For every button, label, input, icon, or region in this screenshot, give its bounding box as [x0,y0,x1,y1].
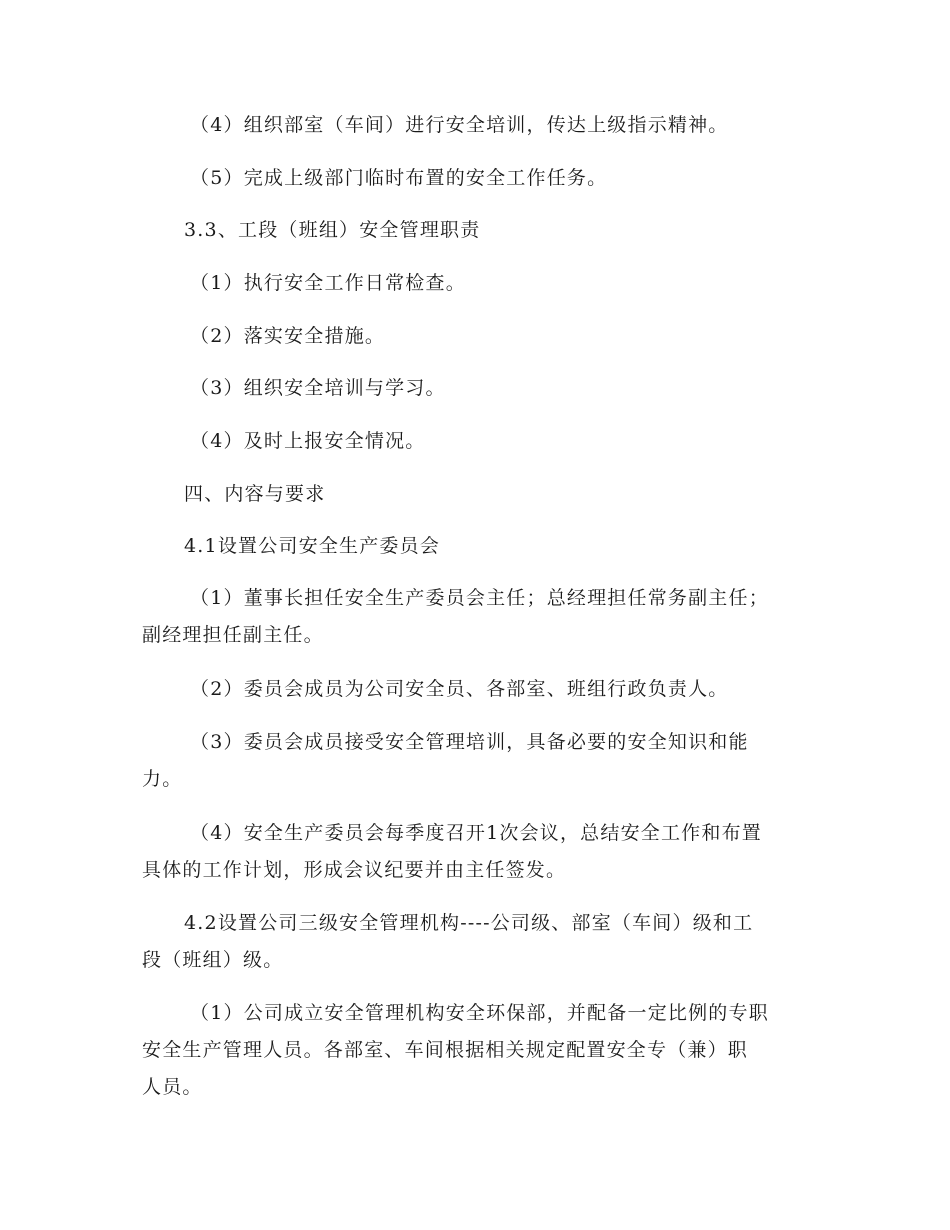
paragraph-1-committee-chair [142,580,812,654]
paragraph-2-committee-members [142,671,812,708]
section-heading-3-3 [142,212,812,249]
paragraph-line: 具体的工作计划，形成会议纪要并由主任签发。 [142,859,567,881]
paragraph-line: 4.1设置公司安全生产委员会 [184,535,441,557]
paragraph-line: 力。 [142,768,183,790]
paragraph-line: 安全生产管理人员。各部室、车间根据相关规定配置安全专（兼）职 [142,1039,749,1061]
paragraph-4-quarterly-meeting [142,815,812,889]
paragraph-1-safety-department [142,995,812,1106]
paragraph-line: 3.3、工段（班组）安全管理职责 [184,219,481,241]
paragraph-line: 副经理担任副主任。 [142,624,324,646]
paragraph-3-committee-training [142,724,812,798]
section-heading-4-1 [142,528,812,565]
paragraph-4-report-situation [142,423,812,460]
paragraph-line: （4）组织部室（车间）进行安全培训，传达上级指示精神。 [190,114,729,136]
paragraph-4-organize-training [142,107,812,144]
paragraph-line: 4.2设置公司三级安全管理机构----公司级、部室（车间）级和工 [184,912,754,934]
paragraph-line: （3）组织安全培训与学习。 [190,377,446,399]
paragraph-line: （4）安全生产委员会每季度召开1次会议，总结安全工作和布置 [190,822,762,844]
paragraph-5-complete-tasks [142,160,812,197]
section-heading-4 [142,476,812,513]
paragraph-line: 段（班组）级。 [142,949,284,971]
paragraph-1-daily-inspection [142,265,812,302]
paragraph-line: 人员。 [142,1076,203,1098]
paragraph-2-safety-measures [142,318,812,355]
paragraph-line: （2）委员会成员为公司安全员、各部室、班组行政负责人。 [190,678,729,700]
paragraph-line: （1）公司成立安全管理机构安全环保部，并配备一定比例的专职 [190,1002,769,1024]
paragraph-line: （1）董事长担任安全生产委员会主任；总经理担任常务副主任； [190,587,769,609]
paragraph-line: 四、内容与要求 [184,483,326,505]
paragraph-line: （5）完成上级部门临时布置的安全工作任务。 [190,167,608,189]
paragraph-line: （4）及时上报安全情况。 [190,430,426,452]
section-heading-4-2 [142,905,812,979]
paragraph-line: （1）执行安全工作日常检查。 [190,272,466,294]
paragraph-line: （3）委员会成员接受安全管理培训，具备必要的安全知识和能 [190,731,749,753]
paragraph-3-training-study [142,370,812,407]
paragraph-line: （2）落实安全措施。 [190,325,386,347]
